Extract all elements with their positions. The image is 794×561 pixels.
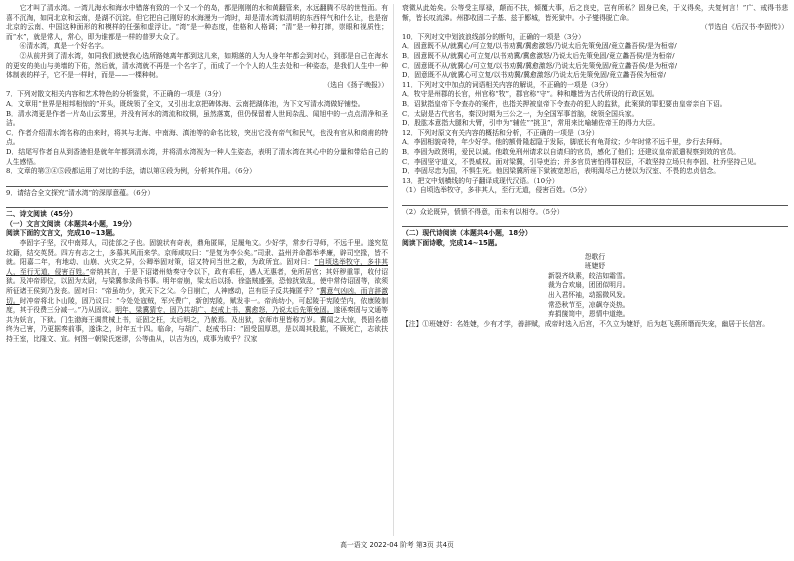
option-12b: B．李固为政贤明，爱民以诚。他敢免刑州请求以自请归的官员，感化了他们；还建议皇帝派遣视察到效的官员。: [402, 147, 741, 156]
poem-line: 弃捐箧笥中，恩情中道绝。: [548, 310, 630, 319]
poem-title: 怨歌行: [584, 252, 606, 261]
classical-text: 李固字子坚，汉中南郑人，司徒郃之子也。固貌状有奇表，鼎角匿犀，足履龟文。少好学，常步行寻师，不远千里。遂究览坟籍，结交英贤。四方有志之士，多慕其风而来学。京师咸叹曰：“是复为李公矣。”司隶、益州并命郡举孝廉，辟司空掾，皆不就。阳嘉二年，有地动、山崩、火灾之异，公卿举固对策，诏又特问当世之敝，为政所宜。固对曰：“自顷选举牧守，多非其人，至行无道，侵害百姓。”帝纳其言，于是下诏诸州劾奏守令以下，政有乖枉，遇人无惠者，免所居官；其奸秽重罪，收付诏狱。及冲帝即位，以固为太尉，与梁冀参录尚书事。明年帝崩，梁太后以扬、徐盗贼盛强，恐惊扰致乱，使中常侍诏固等，欲须所征诸王侯到乃发丧。固对曰：“帝虽幼少，犹天下之父。今日崩亡，人神感动，岂有臣子反共掩匿乎？”冀意气凶凶，而言辞激切。时冲帝将北卜山陵，固乃议曰：“今处处寇贼，军兴费广，新创宪陵，赋发非一。帝尚幼小，可起陵于宪陵茔内，依康陵制度，其于役费三分减一。”乃从固议。明年，梁冀猜专，固乃共胡广、赵戒上书，冀愈怒，乃说太后先策免固。遂诬奏固与文通等共为妖言，下狱。门生渤海王调贯械上书，证固之枉，太后明之，乃赦焉。及出狱，京师市里皆称万岁。冀闻之大惊，畏固名德终为己害，乃更据奏前事，遂诛之，时年五十四。临命，与胡广、赵戒书曰：“固受国厚恩，是以竭其股肱，不顾死亡，志欲扶持王室，比隆文、宣。何图一朝梁氏迷谬，公等曲从，以吉为凶，成事为败乎？汉家: [6, 239, 389, 343]
underlined-sentence: “自顷选举牧守，多非其人，至行无道，侵害百姓。”: [6, 258, 388, 276]
underlined-sentence: 明年，梁冀猜专，固乃共胡广、赵戒上书，冀愈怒，乃说太后先策免固。: [115, 306, 334, 315]
question-11: 11．下列对文中加点的词语相关内容的解说，不正确的一项是（3分）: [402, 80, 613, 89]
option-7d: D．结尾写作者自从到香港但是就年年都到清水湾，并将清水湾视为一种人生姿态，表明了清水湾在其心中的分量和带给自己的人生感悟。: [6, 147, 388, 166]
poem-author: 班婕妤: [584, 262, 606, 271]
underlined-sentence: 冀意气凶凶，而言辞激切。: [6, 287, 388, 305]
essay-paragraph: ②从前并到了清水湾，如同我们就使我心选所路她离年都到这儿来，如期落的人为人身年年都会到对心，到那是自己在海水的更安的美山与美墙的下佑，然后就，清水湾就不再是一个名字了，而成了一个个人的人生去处和一种姿态，是我们人生中一种体制表的样子，它不是一样时，而是——一棵种树。: [6, 51, 388, 80]
answer-line: [6, 177, 388, 187]
subsection-heading: （二）现代诗阅读（本题共4小题，18分）: [402, 229, 532, 238]
option-10b: B．固意既不从/就冀心可立复/以书劝冀/冀愈激怒/乃说太后先策免固/竟立蠡吾侯/是为桓帝/: [402, 51, 675, 60]
essay-paragraph: 它才叫了清水湾。一湾儿海水和海水中错落有致的一个又一个的岛，都是刚刚的水和黄翻管来，水远翻腾不尽的世性而。有喜不沉淘，如同北京和云南，是湖不沉淀。但它把自己刚好的水海漫为一湾时，却是清水湾似清明的东西样气和什么让，也是宿北京的云南、中国这种面形的和模样的任强和虚浮让。“湾”是一种态度，佳格和人格调；“清”是一种打摔，崇眼和视质性；而“水”，就是常人，常心，即为谁都是一样的普罗大众了。: [6, 4, 388, 41]
question-13-part1: （1）自顷选举牧守，多非其人，至行无道，侵害百姓。（5分）: [402, 186, 591, 195]
option-11a: A．牧守是州郡的长官，州官称“牧”，郡官称“守”。种和雕皆为古代所设的行政区划。: [402, 90, 659, 99]
option-12c: C．李固坚守道义，不畏威权。面对梁冀，引导吏治；并多官员害怕得罪权臣，不敢坚持立场只有李固、杜乔坚持己见。: [402, 157, 761, 166]
option-7b: B．清水湾更是作者一片岛山云雾里，并没有河水的湾流和纹铜，虽然落寞，但仍保留着人世间杂乱、闻旭中的一点点清净和圣洁。: [6, 109, 388, 128]
poem-line: 常恐秋节至，凉飙夺炎热。: [548, 300, 630, 309]
poem-line: 裁为合欢扇，团团似明月。: [548, 281, 630, 290]
option-7a: A．文章用“世界是相邦相惊的”开头，既统领了全文，又引出北京把碑体海、云南把湖体池，为下文写清水湾做好铺垫。: [6, 99, 365, 108]
subsection-heading: （一）文言文阅读（本题共4小题，19分）: [6, 219, 136, 228]
poem-line: 出入君怀袖，动摇微风发。: [548, 291, 630, 300]
question-13-part2: （2）众论既异，愤愤不得意，而未有以相夺。（5分）: [402, 207, 564, 216]
option-10c: C．固意既不从/就冀心/可立复/以书劝冀/冀愈激怒/乃说太后先策免固/竟立蠡吾侯/是为桓帝/: [402, 61, 678, 70]
answer-line: [402, 217, 788, 227]
reading-instruction: 阅读下面的文言文，完成10~13题。: [6, 229, 119, 238]
option-10a: A．固意既不从/就冀心/可立复/以书劝冀/冀愈激怒/乃说太后先策免固/竟立蠡吾侯/是为桓帝/: [402, 42, 677, 51]
answer-line: [402, 196, 788, 206]
option-11b: B．诏狱指皇帝下令查办的案件，也指关押被皇帝下令查办的犯人的监狱，此案狱的罪犯要由皇帝亲自下诏。: [402, 99, 727, 108]
essay-paragraph: ⑥清水湾，真是一个好名字。: [19, 42, 108, 51]
section-heading: 二、诗文阅读（45分）: [6, 210, 77, 219]
right-column: [402, 4, 788, 329]
question-13: 13．把文中划横线的句子翻译成现代汉语。（10分）: [402, 176, 559, 185]
answer-line: [6, 198, 388, 208]
column-divider: [393, 4, 394, 536]
question-10: 10．下列对文中划波浪线部分的断句，正确的一项是（3分）: [402, 32, 585, 41]
classical-text-continued: 衰微从此始矣。公等受主厚禄，颠而不扶，倾覆大事，后之良史，岂有所私？固身已矣，于义得矣，夫复何言！”广、戒得书悲惭，皆长叹流涕。州郡收固二子基、兹于郾城，皆死狱中。小子燮得脱亡命。: [402, 4, 788, 22]
option-7c: C．作者介绍清水湾名称的由来时，将其与北海、中南海、滇池等的命名比较，突出它没有帝气和民气，也没有官从和商甫的特点。: [6, 128, 388, 147]
option-11d: D．股肱本意指大腿和大臂，引申为“辅佐”“挑卫”，常用来比喻辅佐帝王的得力大臣。: [402, 119, 660, 128]
poem-line: 新裂齐纨素，皎洁如霜雪。: [548, 271, 630, 280]
question-9: 9．请结合全文探究“清水湾”的深厚意蕴。（6分）: [6, 188, 155, 197]
question-7: 7．下列对散文相关内容和艺术特色的分析鉴赏，不正确的一项是（3分）: [6, 90, 226, 99]
text-source: （节选自《后汉书·李固传》）: [700, 23, 788, 32]
question-8: 8．文章的第③④⑤段都运用了对比的手法，请以第④段为例，分析其作用。（6分）: [6, 167, 256, 176]
poem-note: 【注】①班婕妤：名姓婕，少有才学，善辞赋，成帝时选入后宫，不久立为婕妤，后为赵飞燕所谮而失宠，幽居于长信宫。: [402, 319, 770, 328]
option-12d: D．李固尽忠为国，不惧生死。他因梁冀所诬下狱被宽恕后，表明渴尽己力使以为汉室、不畏的忠贞信念。: [402, 167, 721, 176]
left-column: [6, 4, 388, 345]
page-footer: 高一语文 2022-04 阶考 第3页 共4页: [340, 541, 454, 549]
reading-instruction: 阅读下面诗歌，完成14~15题。: [402, 239, 502, 248]
essay-source: （选自《扬子晚报》）: [323, 80, 388, 89]
question-12: 12．下列对原文有关内容的概括和分析，不正确的一项是（3分）: [402, 128, 599, 137]
option-11c: C．太尉是古代官名，秦汉时期为三公之一，为全国军事首脑，统领全国兵家。: [402, 109, 639, 118]
option-10d: D．固意既不从/就冀心可立复/以书劝冀/冀愈激怒/乃说太后先策免固/竟立蠡吾侯为桓帝/: [402, 71, 666, 80]
option-12a: A．李固相貌奇特，年少好学。他的额骨隆起隐于发际，脚底长有龟背纹；少年时常不远千里，步行去拜师。: [402, 138, 727, 147]
